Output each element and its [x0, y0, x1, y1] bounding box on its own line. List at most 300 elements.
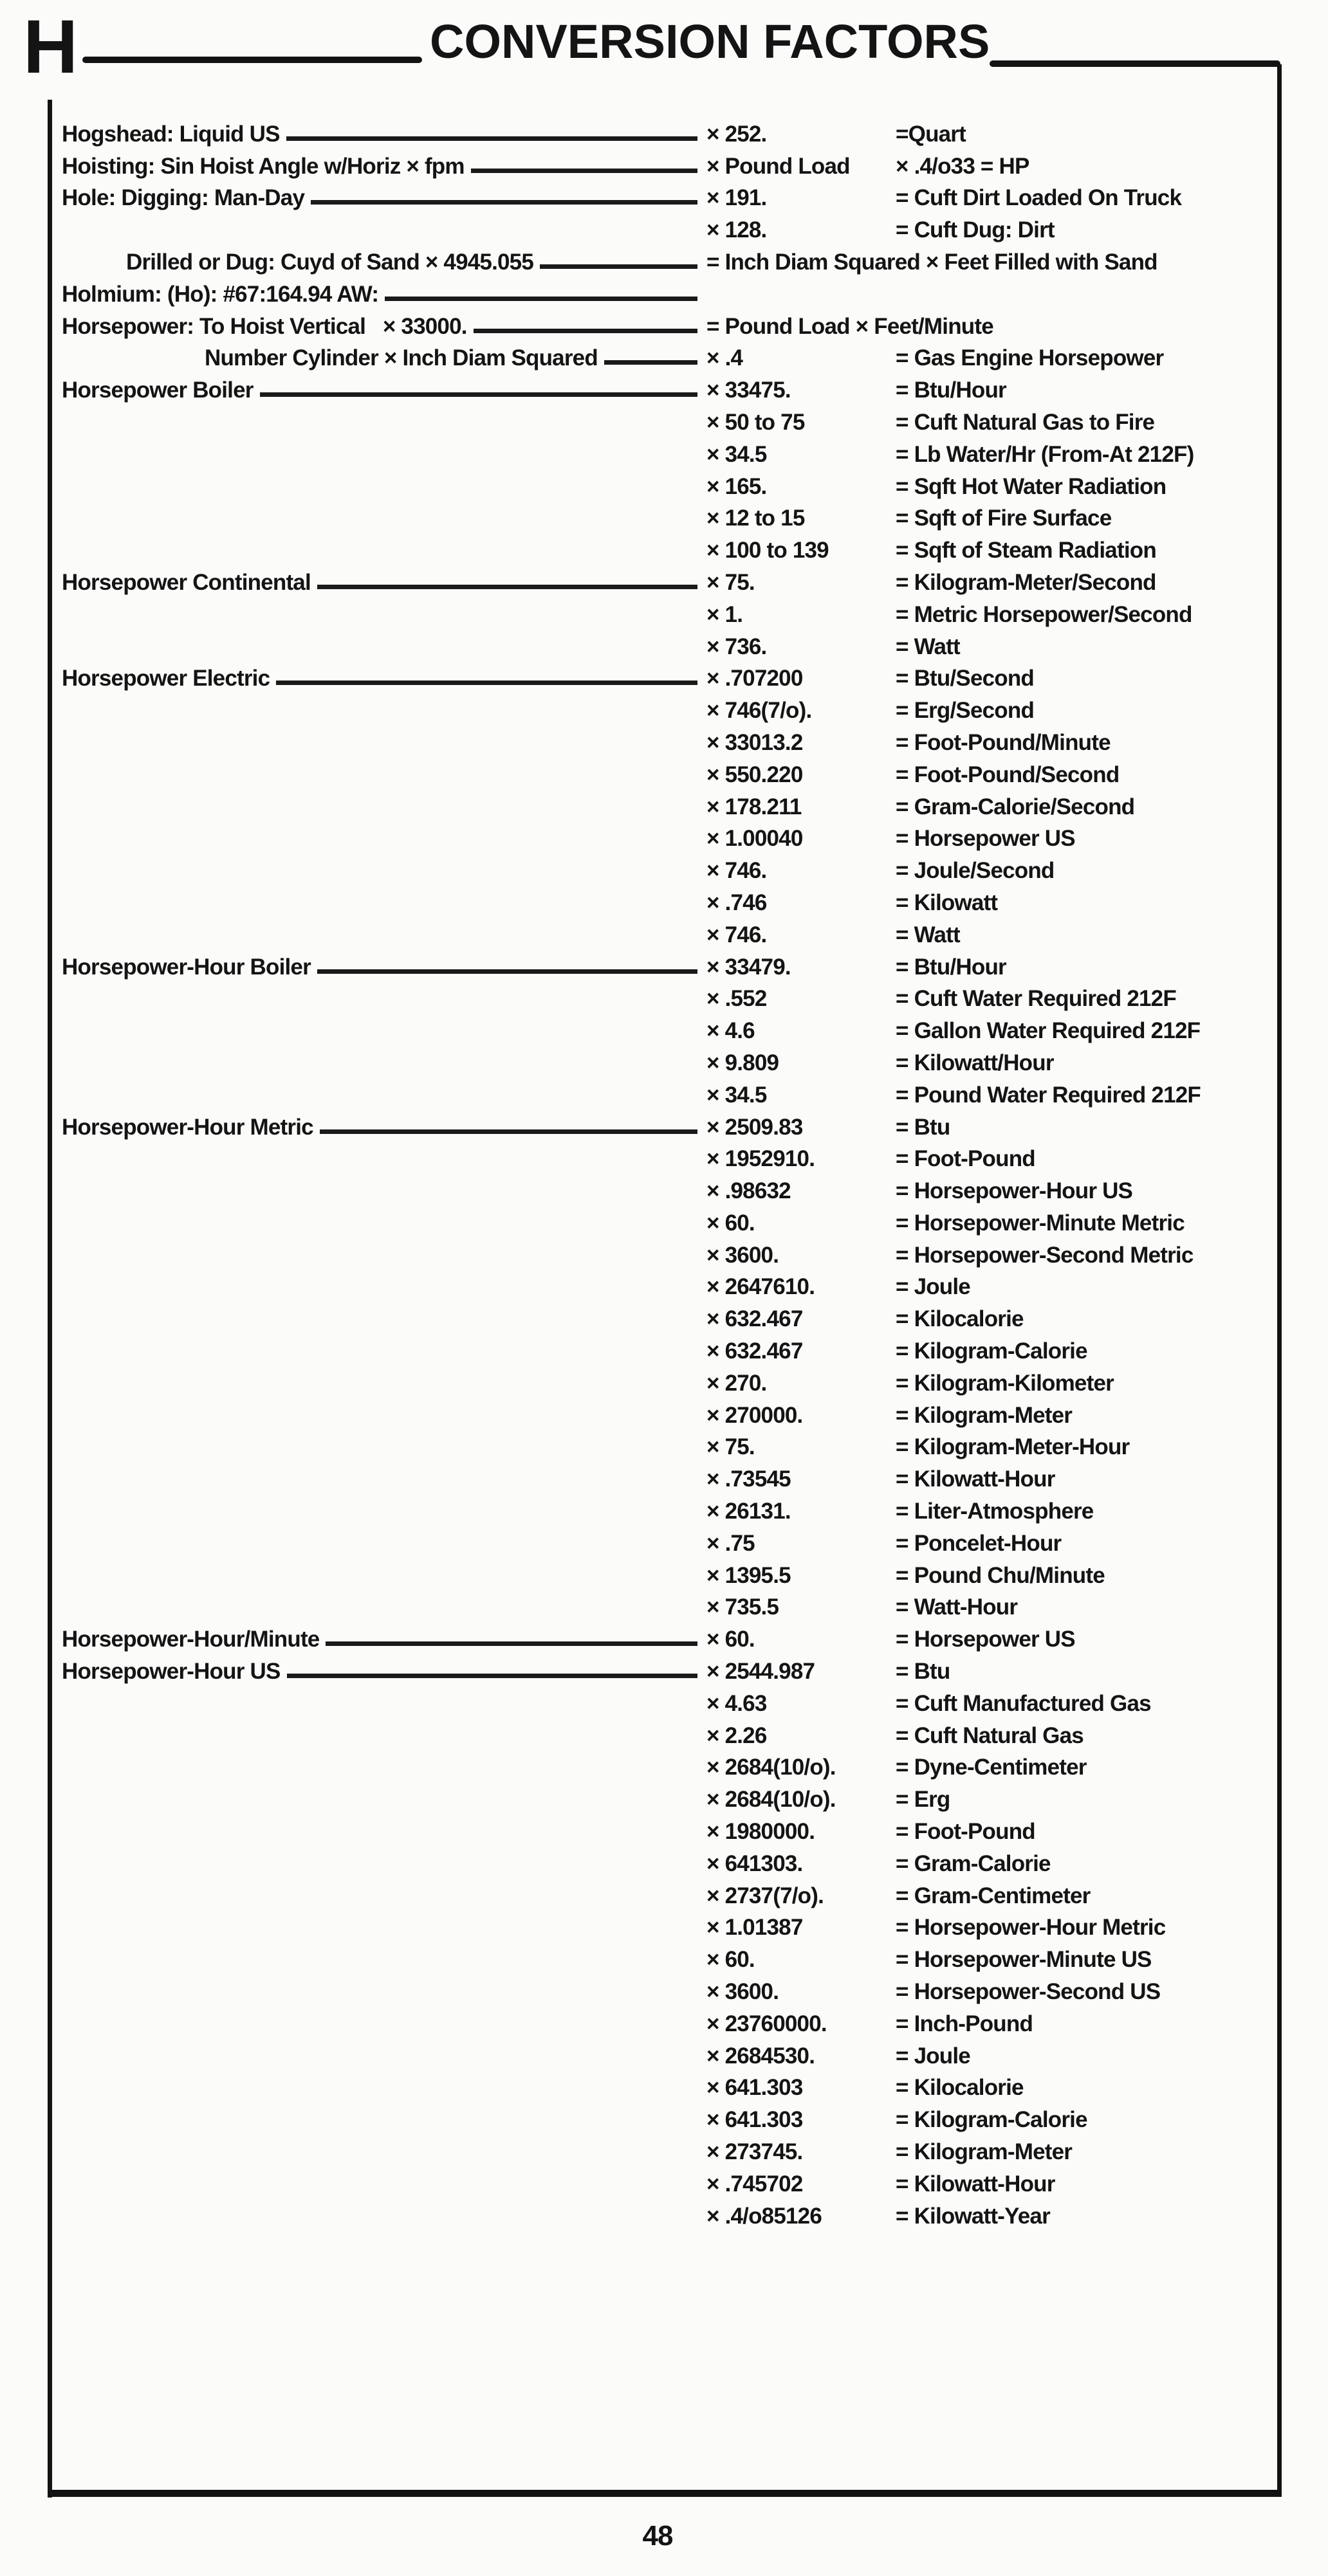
leader-line [286, 136, 697, 141]
result-unit: = Watt [896, 922, 960, 947]
term-cell [62, 917, 706, 949]
table-row [62, 1397, 1278, 1429]
multiplier-cell [706, 2070, 802, 2102]
table-row [62, 1493, 1278, 1525]
term-cell [62, 1365, 706, 1397]
result-unit: = Foot-Pound [896, 1146, 1035, 1172]
term-cell [62, 1173, 706, 1205]
term-label: Hogshead: Liquid US [62, 121, 280, 147]
result-unit: = Btu [896, 1659, 950, 1685]
result-unit: = Kilogram-Meter [896, 1402, 1073, 1428]
table-row [62, 596, 1278, 628]
result-cell [896, 468, 1166, 500]
result-unit: = Inch-Pound [896, 2011, 1033, 2036]
multiplier-cell [706, 404, 805, 436]
table-row [62, 1269, 1278, 1301]
result-unit: = Sqft of Steam Radiation [896, 538, 1156, 563]
term-cell [62, 1685, 706, 1717]
table-row [62, 1525, 1278, 1557]
result-cell [896, 1941, 1152, 1973]
multiplier-cell [706, 372, 791, 404]
table-row [62, 468, 1278, 500]
term-cell [62, 1301, 706, 1333]
term-cell [62, 789, 706, 821]
result-unit: = Gram-Calorie/Second [896, 794, 1135, 819]
term-cell [62, 724, 706, 756]
multiplier-value: × .75 [706, 1530, 755, 1556]
conversion-table [62, 116, 1278, 2230]
result-cell [896, 1493, 1093, 1525]
multiplier-value: × .98632 [706, 1178, 791, 1204]
result-unit: = Horsepower-Hour Metric [896, 1915, 1166, 1941]
result-unit: × .4/o33 = HP [896, 153, 1029, 179]
term-cell [62, 756, 706, 789]
content-box-border-right [1277, 64, 1282, 2494]
table-row [62, 1173, 1278, 1205]
term-cell [62, 404, 706, 436]
result-unit: = Gas Engine Horsepower [896, 345, 1164, 371]
result-unit: = Kilowatt [896, 890, 998, 915]
table-row [62, 756, 1278, 789]
multiplier-value: × 23760000. [706, 2011, 827, 2036]
term-label: Horsepower Electric [62, 666, 270, 691]
term-cell [62, 2133, 706, 2166]
result-cell [896, 724, 1111, 756]
term-label: Number Cylinder × Inch Diam Squared [205, 345, 598, 371]
result-unit: = Cuft Dirt Loaded On Truck [896, 185, 1182, 211]
multiplier-value: × .746 [706, 890, 767, 915]
term-label: Hoisting: Sin Hoist Angle w/Horiz × fpm [62, 153, 465, 179]
multiplier-value: × 632.467 [706, 1306, 803, 1332]
result-unit: = Kilocalorie [896, 2075, 1024, 2101]
result-cell [896, 1749, 1087, 1782]
result-cell [896, 2070, 1024, 2102]
term-cell [62, 1205, 706, 1237]
multiplier-cell [706, 148, 850, 180]
result-unit: = Sqft Hot Water Radiation [896, 473, 1167, 499]
multiplier-cell [706, 884, 766, 917]
result-unit: = Kilowatt-Hour [896, 2171, 1055, 2197]
multiplier-value: × 735.5 [706, 1594, 779, 1620]
term-cell [62, 372, 706, 404]
term-cell [62, 1077, 706, 1109]
multiplier-value: × 2.26 [706, 1722, 767, 1748]
result-cell [896, 1109, 950, 1141]
result-cell [896, 2101, 1087, 2133]
multiplier-value: × 3600. [706, 1979, 779, 2005]
table-row [62, 821, 1278, 853]
term-cell [62, 436, 706, 468]
multiplier-value: × 34.5 [706, 1082, 767, 1108]
multiplier-cell [706, 116, 766, 148]
multiplier-cell [706, 1621, 755, 1653]
multiplier-cell [706, 1910, 802, 1942]
term-cell [62, 1557, 706, 1589]
result-cell [896, 1269, 970, 1301]
multiplier-cell [706, 1973, 779, 2005]
multiplier-cell [706, 1141, 815, 1173]
multiplier-value: × 34.5 [706, 441, 767, 467]
leader-line [326, 1641, 697, 1646]
result-unit: = Horsepower-Second Metric [896, 1242, 1194, 1268]
multiplier-value: × 12 to 15 [706, 506, 805, 531]
multiplier-value: × 2684(10/o). [706, 1755, 836, 1780]
result-cell [896, 1910, 1165, 1942]
result-cell [896, 821, 1075, 853]
multiplier-cell [706, 1365, 766, 1397]
term-label: Horsepower: To Hoist Vertical × 33000. [62, 313, 467, 339]
result-cell [896, 789, 1134, 821]
result-unit: = Kilogram-Meter-Hour [896, 1434, 1130, 1460]
result-unit: = Foot-Pound/Second [896, 762, 1120, 787]
table-row [62, 1845, 1278, 1877]
table-row [62, 661, 1278, 693]
multiplier-value: × 746. [706, 922, 767, 947]
multiplier-value: × 270000. [706, 1402, 803, 1428]
multiplier-value: × 60. [706, 1627, 755, 1652]
multiplier-cell [706, 436, 766, 468]
result-unit: = Btu/Hour [896, 954, 1006, 980]
multiplier-value: × 50 to 75 [706, 409, 805, 435]
table-row [62, 692, 1278, 724]
result-unit: = Cuft Natural Gas to Fire [896, 409, 1155, 435]
table-row [62, 1301, 1278, 1333]
term-cell [62, 2070, 706, 2102]
table-row [62, 1557, 1278, 1589]
result-cell [896, 1012, 1200, 1045]
result-cell [896, 2198, 1050, 2230]
multiplier-value: × 2544.987 [706, 1659, 815, 1685]
result-cell [896, 1877, 1090, 1910]
term-cell [62, 340, 706, 372]
multiplier-value: × 1. [706, 601, 743, 627]
term-cell [62, 2005, 706, 2038]
term-cell [62, 1493, 706, 1525]
multiplier-value: × 60. [706, 1947, 755, 1973]
multiplier-cell [706, 212, 766, 244]
multiplier-value: × 33479. [706, 954, 791, 980]
multiplier-value: × 75. [706, 569, 755, 595]
term-cell [62, 692, 706, 724]
term-cell [62, 628, 706, 661]
multiplier-value: × .4/o85126 [706, 2203, 822, 2229]
term-cell [62, 596, 706, 628]
result-cell [896, 532, 1156, 564]
result-cell [896, 1397, 1072, 1429]
multiplier-cell [706, 564, 755, 596]
result-cell [896, 1429, 1129, 1461]
term-cell [62, 1845, 706, 1877]
leader-line [287, 1674, 697, 1678]
term-cell [62, 1461, 706, 1493]
table-row [62, 180, 1278, 212]
result-cell [896, 1653, 950, 1685]
table-row [62, 340, 1278, 372]
table-row [62, 1237, 1278, 1269]
result-unit: = Pound Water Required 212F [896, 1082, 1201, 1108]
multiplier-value: × 1952910. [706, 1146, 815, 1172]
result-unit: = Watt [896, 634, 960, 659]
leader-line [317, 969, 697, 974]
result-unit: = Horsepower-Minute Metric [896, 1210, 1185, 1236]
multiplier-value: × .707200 [706, 666, 803, 691]
table-row [62, 1012, 1278, 1045]
term-label: Horsepower-Hour Boiler [62, 954, 311, 980]
result-unit: = Pound Chu/Minute [896, 1562, 1105, 1588]
result-unit: = Gallon Water Required 212F [896, 1018, 1201, 1044]
multiplier-cell [706, 2005, 827, 2038]
result-cell [896, 1813, 1035, 1845]
term-label: Horsepower Continental [62, 569, 311, 595]
leader-line [317, 585, 697, 589]
result-cell [896, 1845, 1051, 1877]
table-row [62, 1205, 1278, 1237]
term-label: Horsepower-Hour Metric [62, 1114, 313, 1140]
result-unit: = Cuft Water Required 212F [896, 986, 1176, 1012]
table-row [62, 372, 1278, 404]
term-cell [62, 1045, 706, 1077]
multiplier-value: × 191. [706, 185, 767, 211]
result-unit: = Kilogram-Calorie [896, 2107, 1087, 2133]
page-title: CONVERSION FACTORS [430, 15, 990, 68]
result-cell [896, 917, 960, 949]
result-unit: = Joule [896, 2043, 970, 2069]
multiplier-value: × 128. [706, 217, 767, 243]
table-row [62, 1717, 1278, 1749]
table-row [62, 1973, 1278, 2005]
term-cell [62, 1877, 706, 1910]
multiplier-cell [706, 1845, 802, 1877]
multiplier-cell [706, 1461, 791, 1493]
multiplier-value: × 1980000. [706, 1819, 815, 1845]
term-cell [62, 276, 706, 308]
result-cell [896, 2005, 1033, 2038]
multiplier-cell [706, 1941, 755, 1973]
multiplier-cell [706, 789, 802, 821]
multiplier-value: × 1.00040 [706, 826, 803, 852]
term-cell [62, 500, 706, 533]
result-cell [896, 372, 1006, 404]
result-unit: = Kilowatt/Hour [896, 1050, 1054, 1075]
multiplier-cell [706, 949, 791, 981]
term-cell [62, 1237, 706, 1269]
result-cell [896, 148, 1029, 180]
multiplier-value: × 550.220 [706, 762, 803, 787]
multiplier-cell [706, 244, 1157, 276]
result-cell [896, 1045, 1054, 1077]
multiplier-cell [706, 1685, 766, 1717]
result-unit: = Watt-Hour [896, 1594, 1018, 1620]
leader-line [540, 264, 697, 269]
multiplier-cell [706, 596, 742, 628]
result-cell [896, 1333, 1087, 1365]
table-row [62, 1109, 1278, 1141]
term-cell [62, 308, 706, 340]
table-row [62, 724, 1278, 756]
multiplier-cell [706, 1237, 779, 1269]
multiplier-cell [706, 724, 802, 756]
multiplier-value: × 2737(7/o). [706, 1883, 824, 1908]
content-box-border-left [48, 100, 52, 2498]
term-cell [62, 468, 706, 500]
result-cell [896, 1461, 1055, 1493]
term-cell [62, 1429, 706, 1461]
result-cell [896, 1141, 1035, 1173]
result-cell [896, 1205, 1185, 1237]
multiplier-value: × 2684(10/o). [706, 1787, 836, 1813]
multiplier-cell [706, 1717, 766, 1749]
result-unit: = Gram-Calorie [896, 1850, 1051, 1876]
table-row [62, 1781, 1278, 1813]
multiplier-value: × 3600. [706, 1242, 779, 1268]
result-unit: = Cuft Natural Gas [896, 1722, 1084, 1748]
table-row [62, 1333, 1278, 1365]
multiplier-value: × 178.211 [706, 794, 802, 819]
term-cell [62, 1525, 706, 1557]
term-cell [62, 1749, 706, 1782]
result-cell [896, 564, 1156, 596]
term-cell [62, 1109, 706, 1141]
multiplier-cell [706, 981, 766, 1013]
table-row [62, 212, 1278, 244]
multiplier-value: × 26131. [706, 1499, 791, 1524]
multiplier-value: × 165. [706, 473, 767, 499]
term-cell [62, 1910, 706, 1942]
result-cell [896, 404, 1154, 436]
result-cell [896, 756, 1119, 789]
table-row [62, 1429, 1278, 1461]
result-unit: = Horsepower US [896, 1627, 1075, 1652]
table-row [62, 2070, 1278, 2102]
multiplier-cell [706, 1749, 836, 1782]
result-unit: = Metric Horsepower/Second [896, 601, 1192, 627]
term-cell [62, 116, 706, 148]
table-row [62, 2133, 1278, 2166]
result-cell [896, 884, 997, 917]
result-cell [896, 628, 960, 661]
multiplier-value: × 746. [706, 858, 767, 884]
multiplier-cell [706, 2038, 815, 2070]
multiplier-cell [706, 1813, 815, 1845]
term-cell [62, 532, 706, 564]
table-row [62, 532, 1278, 564]
result-cell [896, 2038, 970, 2070]
multiplier-cell [706, 500, 805, 533]
multiplier-cell [706, 1429, 755, 1461]
result-unit: = Sqft of Fire Surface [896, 506, 1112, 531]
term-label: Horsepower Boiler [62, 378, 254, 403]
multiplier-value: × 100 to 139 [706, 538, 829, 563]
term-cell [62, 1941, 706, 1973]
table-row [62, 884, 1278, 917]
result-unit: = Foot-Pound [896, 1819, 1035, 1845]
table-row [62, 2005, 1278, 2038]
result-cell [896, 1717, 1084, 1749]
page-number: 48 [642, 2520, 673, 2552]
table-row [62, 981, 1278, 1013]
term-cell [62, 212, 706, 244]
term-cell [62, 949, 706, 981]
result-unit: = Horsepower-Hour US [896, 1178, 1133, 1204]
result-unit: = Horsepower-Second US [896, 1979, 1161, 2005]
table-row [62, 1749, 1278, 1782]
table-row [62, 1365, 1278, 1397]
term-cell [62, 661, 706, 693]
result-cell [896, 340, 1163, 372]
multiplier-cell [706, 180, 766, 212]
term-label: Hole: Digging: Man-Day [62, 185, 305, 211]
table-row [62, 436, 1278, 468]
multiplier-cell [706, 1397, 802, 1429]
result-cell [896, 1173, 1132, 1205]
leader-line [311, 200, 697, 205]
result-unit: = Kilogram-Meter [896, 2139, 1073, 2164]
result-unit: = Btu/Hour [896, 378, 1006, 403]
term-cell [62, 1589, 706, 1621]
multiplier-value: × 746(7/o). [706, 698, 812, 724]
result-cell [896, 1525, 1061, 1557]
result-cell [896, 500, 1111, 533]
multiplier-cell [706, 1012, 755, 1045]
table-row [62, 244, 1278, 276]
multiplier-value: × .4 [706, 345, 743, 371]
term-cell [62, 2198, 706, 2230]
result-unit: = Liter-Atmosphere [896, 1499, 1094, 1524]
multiplier-cell [706, 1269, 815, 1301]
term-cell [62, 1621, 706, 1653]
multiplier-value: × 270. [706, 1370, 767, 1396]
result-unit: =Quart [896, 121, 966, 147]
result-unit: = Horsepower-Minute US [896, 1947, 1152, 1973]
header-rule-right [990, 60, 1280, 67]
result-cell [896, 949, 1006, 981]
multiplier-value: × 1.01387 [706, 1915, 803, 1941]
multiplier-value: × .745702 [706, 2171, 803, 2197]
result-cell [896, 2133, 1072, 2166]
table-row [62, 116, 1278, 148]
result-cell [896, 596, 1192, 628]
result-cell [896, 1621, 1075, 1653]
term-cell [62, 1012, 706, 1045]
table-row [62, 2101, 1278, 2133]
table-row [62, 949, 1278, 981]
result-cell [896, 436, 1194, 468]
multiplier-cell [706, 468, 766, 500]
term-cell [62, 1333, 706, 1365]
multiplier-cell [706, 1205, 755, 1237]
term-cell [62, 981, 706, 1013]
result-cell [896, 180, 1181, 212]
multiplier-cell [706, 2166, 802, 2198]
table-row [62, 1685, 1278, 1717]
table-row [62, 308, 1278, 340]
multiplier-cell [706, 756, 802, 789]
result-cell [896, 1589, 1017, 1621]
term-label: Drilled or Dug: Cuyd of Sand × 4945.055 [126, 249, 533, 275]
multiplier-cell [706, 1525, 755, 1557]
leader-line [604, 360, 697, 365]
leader-line [474, 329, 697, 333]
multiplier-value: × 33013.2 [706, 729, 803, 755]
table-row [62, 1813, 1278, 1845]
result-unit: = Kilogram-Kilometer [896, 1370, 1114, 1396]
result-unit: = Horsepower US [896, 826, 1075, 852]
table-row [62, 148, 1278, 180]
table-row [62, 1910, 1278, 1942]
result-unit: = Btu/Second [896, 666, 1035, 691]
result-unit: = Joule [896, 1274, 970, 1300]
multiplier-value: × 2509.83 [706, 1114, 803, 1140]
